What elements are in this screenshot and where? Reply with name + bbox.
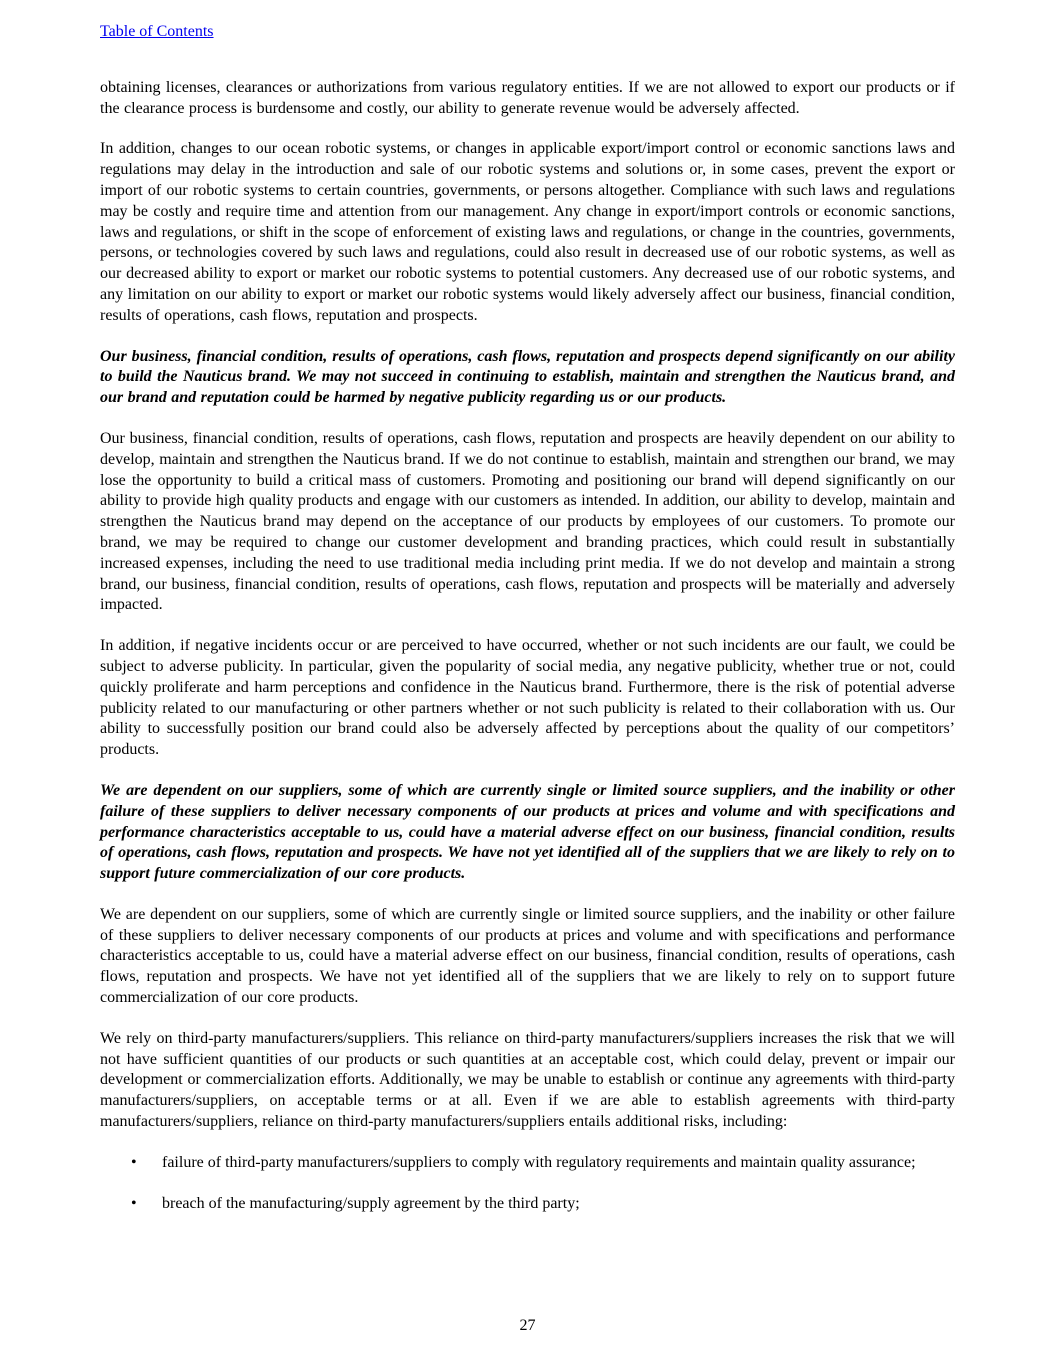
paragraph-export-licenses: obtaining licenses, clearances or authorizations from various regulatory entities. If we are not allowed to export our products or if the clearance process is burdensome and costly, our ability to generate revenue would be adversely affected. <box>100 78 955 117</box>
bullet-text-agreement-breach: breach of the manufacturing/supply agreement by the third party; <box>162 1194 580 1212</box>
bullet-text-regulatory-compliance: failure of third-party manufacturers/suppliers to comply with regulatory requirements and maintain quality assurance; <box>162 1153 916 1171</box>
risk-heading-nauticus-brand: Our business, financial condition, results of operations, cash flows, reputation and prospects depend significantly on our ability to build the Nauticus brand. We may not succeed in continuing to establish, maintain and strengthen the Nauticus brand, and our brand and reputation could be harmed by negative publicity regarding us or our products. <box>100 347 955 407</box>
risk-heading-suppliers: We are dependent on our suppliers, some of which are currently single or limited source suppliers, and the inability or other failure of these suppliers to deliver necessary components of our products at prices and volume and with specifications and performance characteristics acceptable to us, could have a material adverse effect on our business, financial condition, results of operations, cash flows, reputation and prospects. We have not yet identified all of the suppliers that we are likely to rely on to support future commercialization of our core products. <box>100 781 955 883</box>
page-number: 27 <box>519 1317 536 1334</box>
page-footer <box>0 1316 1055 1337</box>
paragraph-negative-publicity: In addition, if negative incidents occur or are perceived to have occurred, whether or not such incidents are our fault, we could be subject to adverse publicity. In particular, given the popularity of social media, any negative publicity, whether true or not, could quickly proliferate and harm perceptions and confidence in the Nauticus brand. Furthermore, there is the risk of potential adverse publicity related to our manufacturing or other partners whether or not such publicity is related to their collaboration with us. Our ability to successfully position our brand could also be adversely affected by perceptions about the quality of our competitors’ products. <box>100 637 955 759</box>
paragraph-suppliers: We are dependent on our suppliers, some of which are currently single or limited source suppliers, and the inability or other failure of these suppliers to deliver necessary components of our products at prices and volume and with specifications and performance characteristics acceptable to us, could have a material adverse effect on our business, financial condition, results of operations, cash flows, reputation and prospects. We have not yet identified all of the suppliers that we are likely to rely on to support future commercialization of our core products. <box>100 905 955 1007</box>
paragraph-brand-dependence: Our business, financial condition, results of operations, cash flows, reputation and prospects are heavily dependent on our ability to develop, maintain and strengthen the Nauticus brand. If we do not continue to establish, maintain and strengthen our brand, we may lose the opportunity to build a critical mass of customers. Promoting and positioning our brand will depend significantly on our ability to provide high quality products and engage with our customers as intended. In addition, our ability to develop, maintain and strengthen the Nauticus brand may depend on the acceptance of our products by employees of our customers. To promote our brand, we may be required to change our customer development and branding practices, which could result in substantially increased expenses, including the need to use traditional media including print media. If we do not develop and maintain a strong brand, our business, financial condition, results of operations, cash flows, reputation and prospects will be materially and adversely impacted. <box>100 429 955 614</box>
bullet-marker-icon: • <box>131 1194 137 1212</box>
table-of-contents-link[interactable]: Table of Contents <box>100 23 214 40</box>
paragraph-export-import-controls: In addition, changes to our ocean robotic systems, or changes in applicable export/import control or economic sanctions laws and regulations may delay in the introduction and sale of our robotic systems and solutions or, in some cases, prevent the export or import of our robotic systems to certain countries, governments, or persons altogether. Compliance with such laws and regulations may be costly and require time and attention from our management. Any change in export/import controls or economic sanctions, laws and regulations, or shift in the scope of enforcement of existing laws and regulations, or change in the countries, governments, persons, or technologies covered by such laws and regulations, could also result in decreased use of our robotic systems, as well as our decreased ability to export or market our robotic systems to potential customers. Any decreased use of our robotic systems, and any limitation on our ability to export or market our robotic systems would likely adversely affect our business, financial condition, results of operations, cash flows, reputation and prospects. <box>100 140 955 324</box>
bullet-marker-icon: • <box>131 1153 137 1171</box>
bullet-item-agreement-breach <box>100 1194 955 1215</box>
bullet-item-regulatory-compliance <box>100 1153 955 1174</box>
paragraph-third-party-reliance: We rely on third-party manufacturers/suppliers. This reliance on third-party manufacturers/suppliers increases the risk that we will not have sufficient quantities of our products or such quantities at an acceptable cost, which could delay, prevent or impair our development or commercialization efforts. Additionally, we may be unable to establish or continue any agreements with third-party manufacturers/suppliers, on acceptable terms or at all. Even if we are able to establish agreements with third-party manufacturers/suppliers, reliance on third-party manufacturers/suppliers entails additional risks, including: <box>100 1029 955 1131</box>
